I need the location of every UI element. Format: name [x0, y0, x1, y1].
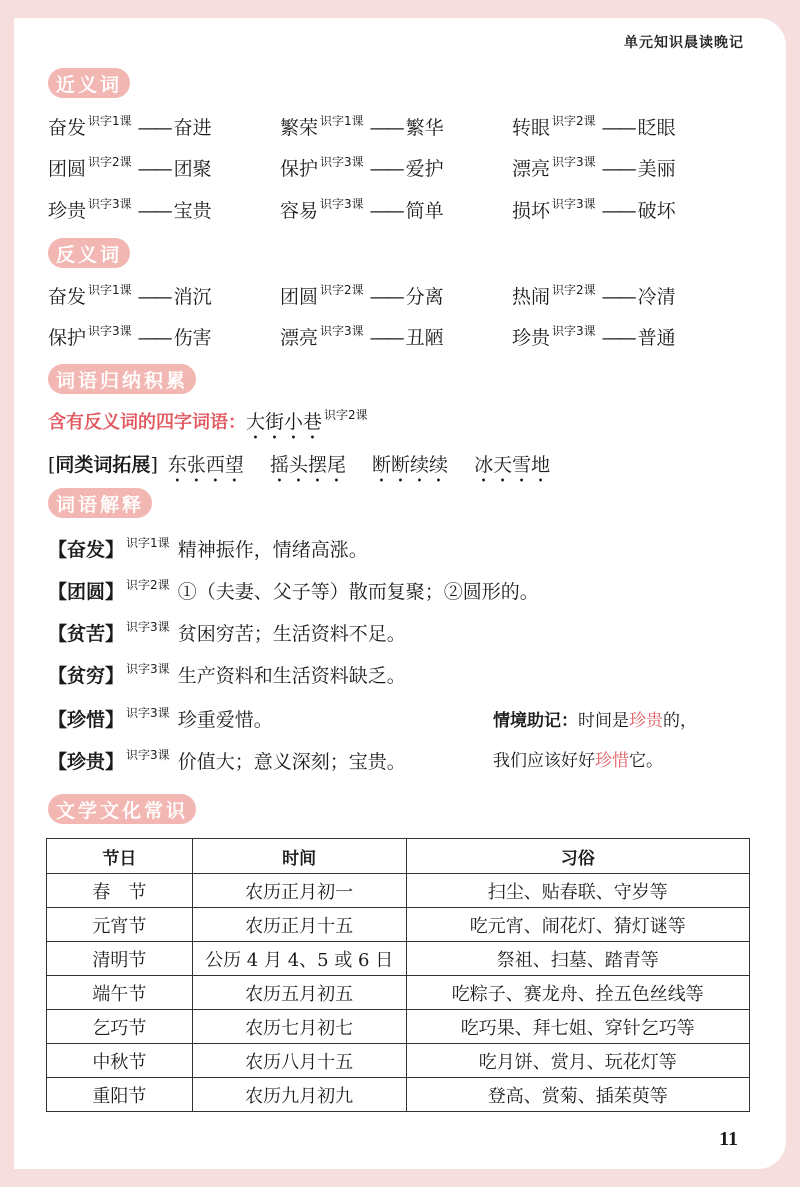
pair-match: 丑陋 [405, 327, 444, 349]
page-number: 11 [719, 1128, 738, 1150]
antonyms-pair [48, 322, 212, 350]
explanation-item: 【贫穷】 $^{识字3课}$ 生产资料和生活资料缺乏。 [48, 662, 406, 687]
pair-word: 奋发 [48, 286, 87, 308]
explanation-item: 【团圆】 $^{识字2课}$ ①（夫妻、父子等）散而复聚；②圆形的。 [48, 578, 539, 603]
pair-word: 漂亮 [280, 327, 319, 349]
pair-word: 团圆 [280, 286, 319, 308]
explanation-meaning: 生产资料和生活资料缺乏。 [177, 665, 406, 687]
culture-title: 文学文化常识 [48, 794, 196, 824]
pair-word: 保护 [48, 327, 87, 349]
synonyms-pair [512, 153, 676, 181]
custom-cell: 吃月饼、赏月、玩花灯等 [406, 1044, 750, 1078]
word-summary-title: 词语归纳积累 [48, 364, 196, 394]
dash-separator: —— [137, 200, 170, 222]
dash-separator: —— [369, 327, 402, 349]
explanation-lesson: 识字1课 [126, 536, 170, 550]
antonyms-heading [48, 238, 130, 268]
time-cell: 农历正月十五 [192, 908, 406, 942]
table-row [47, 1044, 750, 1078]
pair-word: 繁荣 [280, 117, 319, 139]
dash-separator: —— [601, 117, 634, 139]
pair-lesson: 识字2课 [88, 155, 132, 169]
festival-cell: 中秋节 [47, 1044, 193, 1078]
pair-match: 爱护 [405, 158, 444, 180]
pair-lesson: 识字2课 [552, 114, 596, 128]
dash-separator: —— [369, 117, 402, 139]
four-char-word: 大街小巷 [246, 411, 323, 433]
synonyms-pair [48, 153, 212, 181]
pair-lesson: 识字3课 [552, 324, 596, 338]
pair-match: 美丽 [637, 158, 676, 180]
pair-lesson: 识字2课 [552, 283, 596, 297]
dash-separator: —— [369, 286, 402, 308]
synonyms-pair [48, 112, 212, 140]
pair-word: 保护 [280, 158, 319, 180]
explanation-lesson: 识字3课 [126, 706, 170, 720]
time-cell: 农历五月初五 [192, 976, 406, 1010]
explanation-word: 珍贵 [67, 751, 106, 773]
festival-cell: 元宵节 [47, 908, 193, 942]
synonyms-pair [280, 112, 444, 140]
explanation-word: 贫苦 [67, 623, 106, 645]
pair-match: 分离 [405, 286, 444, 308]
explanation-lesson: 识字3课 [126, 620, 170, 634]
pair-match: 宝贵 [173, 200, 212, 222]
culture-heading [48, 794, 196, 824]
word-summary-heading [48, 364, 196, 394]
antonyms-pair [48, 281, 212, 309]
hint-highlight: 珍惜 [595, 751, 629, 771]
pair-lesson: 识字2课 [320, 283, 364, 297]
pair-word: 容易 [280, 200, 319, 222]
festival-cell: 清明节 [47, 942, 193, 976]
pair-word: 奋发 [48, 117, 87, 139]
custom-cell: 登高、赏菊、插茱萸等 [406, 1078, 750, 1112]
four-char-lesson: 识字2课 [324, 408, 368, 422]
pair-lesson: 识字3课 [320, 155, 364, 169]
explanation-word: 奋发 [67, 539, 106, 561]
explanation-item: 【奋发】 $^{识字1课}$ 精神振作，情绪高涨。 [48, 536, 368, 561]
extension-label: 同类词拓展 [55, 454, 151, 476]
time-cell: 农历正月初一 [192, 874, 406, 908]
dash-separator: —— [369, 158, 402, 180]
time-cell: 农历七月初七 [192, 1010, 406, 1044]
pair-lesson: 识字3课 [552, 155, 596, 169]
extension-line: [同类词拓展] 东张西望 摇头摆尾 断断续续 冰天雪地 [48, 454, 551, 476]
pair-word: 珍贵 [48, 200, 87, 222]
dash-separator: —— [601, 327, 634, 349]
explanation-item: 【珍惜】 $^{识字3课}$ 珍重爱惜。 [48, 706, 273, 731]
explanations-heading [48, 488, 152, 518]
dash-separator: —— [137, 158, 170, 180]
pair-word: 损坏 [512, 200, 551, 222]
pair-match: 奋进 [173, 117, 212, 139]
explanation-item: 【珍贵】 $^{识字3课}$ 价值大；意义深刻；宝贵。 [48, 748, 406, 773]
pair-lesson: 识字3课 [552, 197, 596, 211]
explanation-word: 团圆 [67, 581, 106, 603]
four-char-label: 含有反义词的四字词语： [48, 412, 246, 433]
pair-lesson: 识字3课 [88, 324, 132, 338]
table-row [47, 976, 750, 1010]
pair-match: 伤害 [173, 327, 212, 349]
explanation-meaning: ①（夫妻、父子等）散而复聚；②圆形的。 [177, 581, 539, 603]
pair-word: 热闹 [512, 286, 551, 308]
dash-separator: —— [601, 158, 634, 180]
explanation-lesson: 识字3课 [126, 748, 170, 762]
pair-word: 转眼 [512, 117, 551, 139]
pair-match: 眨眼 [637, 117, 676, 139]
custom-cell: 吃元宵、闹花灯、猜灯谜等 [406, 908, 750, 942]
synonyms-title: 近义词 [48, 68, 130, 98]
custom-cell: 吃巧果、拜七姐、穿针乞巧等 [406, 1010, 750, 1044]
pair-match: 普通 [637, 327, 676, 349]
pair-lesson: 识字3课 [88, 197, 132, 211]
table-row [47, 942, 750, 976]
antonyms-title: 反义词 [48, 238, 130, 268]
explanation-meaning: 贫困穷苦；生活资料不足。 [177, 623, 406, 645]
table-header-row [47, 839, 750, 874]
pair-match: 团聚 [173, 158, 212, 180]
synonyms-heading [48, 68, 130, 98]
antonyms-pair [512, 322, 676, 350]
hint-line-2: 我们应该好好珍惜它。 [493, 751, 663, 771]
custom-cell: 祭祖、扫墓、踏青等 [406, 942, 750, 976]
header-time: 时间 [192, 839, 406, 874]
table-row [47, 1078, 750, 1112]
explanation-lesson: 识字3课 [126, 662, 170, 676]
pair-lesson: 识字3课 [320, 197, 364, 211]
dash-separator: —— [601, 286, 634, 308]
explanation-meaning: 精神振作，情绪高涨。 [177, 539, 368, 561]
pair-match: 破坏 [637, 200, 676, 222]
pair-word: 团圆 [48, 158, 87, 180]
header-festival: 节日 [47, 839, 193, 874]
dash-separator: —— [137, 117, 170, 139]
explanation-lesson: 识字2课 [126, 578, 170, 592]
synonyms-pair [280, 153, 444, 181]
extension-word: 东张西望 [167, 454, 244, 476]
dash-separator: —— [137, 327, 170, 349]
pair-match: 简单 [405, 200, 444, 222]
extension-word: 断断续续 [372, 454, 449, 476]
time-cell: 公历 4 月 4、5 或 6 日 [192, 942, 406, 976]
hint-label: 情境助记： [493, 711, 578, 731]
pair-match: 繁华 [405, 117, 444, 139]
antonyms-pair [280, 281, 444, 309]
hint-line-1: 情境助记：时间是珍贵的， [493, 711, 697, 731]
dash-separator: —— [137, 286, 170, 308]
pair-match: 消沉 [173, 286, 212, 308]
synonyms-pair [512, 112, 676, 140]
dash-separator: —— [601, 200, 634, 222]
four-char-line [48, 406, 370, 444]
explanations-title: 词语解释 [48, 488, 152, 518]
explanation-meaning: 珍重爱惜。 [177, 709, 273, 731]
antonyms-pair [512, 281, 676, 309]
table-row [47, 874, 750, 908]
explanation-word: 珍惜 [67, 709, 106, 731]
festival-cell: 端午节 [47, 976, 193, 1010]
antonyms-pair [280, 322, 444, 350]
explanation-item: 【贫苦】 $^{识字3课}$ 贫困穷苦；生活资料不足。 [48, 620, 406, 645]
table-row [47, 908, 750, 942]
pair-lesson: 识字1课 [320, 114, 364, 128]
time-cell: 农历九月初九 [192, 1078, 406, 1112]
explanation-word: 贫穷 [67, 665, 106, 687]
table-row [47, 1010, 750, 1044]
custom-cell: 扫尘、贴春联、守岁等 [406, 874, 750, 908]
pair-lesson: 识字1课 [88, 283, 132, 297]
pair-match: 冷清 [637, 286, 676, 308]
festival-cell: 重阳节 [47, 1078, 193, 1112]
extension-word: 摇头摆尾 [269, 454, 346, 476]
pair-lesson: 识字3课 [320, 324, 364, 338]
festival-table [46, 838, 750, 1112]
synonyms-pair [512, 195, 676, 223]
synonyms-pair [280, 195, 444, 223]
pair-word: 漂亮 [512, 158, 551, 180]
extension-word: 冰天雪地 [474, 454, 551, 476]
pair-word: 珍贵 [512, 327, 551, 349]
dash-separator: —— [369, 200, 402, 222]
time-cell: 农历八月十五 [192, 1044, 406, 1078]
festival-cell: 春 节 [47, 874, 193, 908]
festival-cell: 乞巧节 [47, 1010, 193, 1044]
running-title: 单元知识晨读晚记 [624, 35, 744, 51]
pair-lesson: 识字1课 [88, 114, 132, 128]
hint-highlight: 珍贵 [629, 711, 663, 731]
custom-cell: 吃粽子、赛龙舟、拴五色丝线等 [406, 976, 750, 1010]
synonyms-pair [48, 195, 212, 223]
explanation-meaning: 价值大；意义深刻；宝贵。 [177, 751, 406, 773]
header-custom: 习俗 [406, 839, 750, 874]
